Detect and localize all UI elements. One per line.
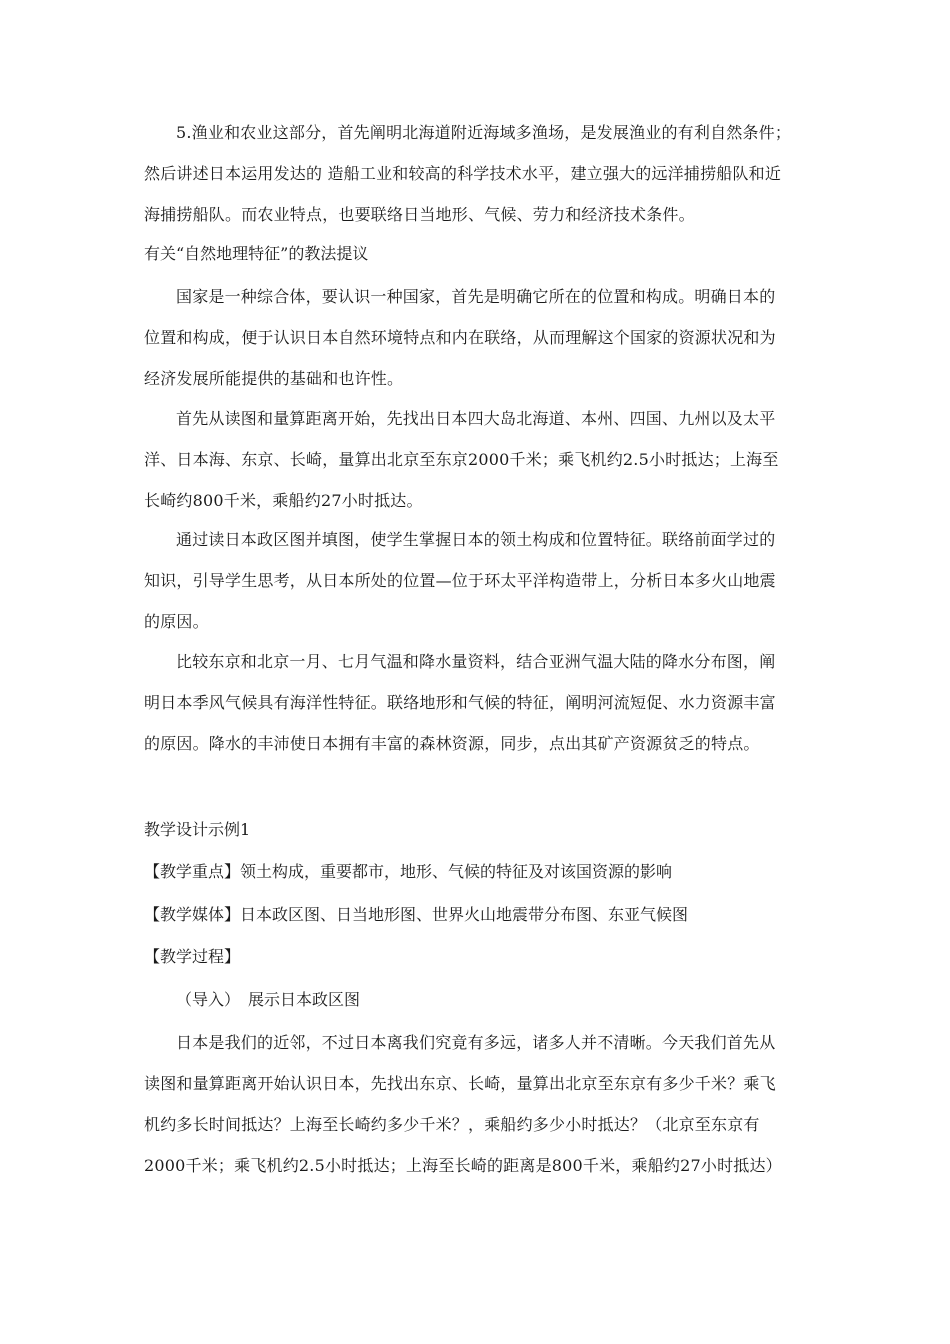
paragraph-country-overview	[144, 276, 804, 399]
text-line: 2000千米；乘飞机约2.5小时抵达；上海至长崎的距离是800千米，乘船约27小时抵达）	[144, 1156, 782, 1175]
text-line: 国家是一种综合体，要认识一种国家，首先是明确它所在的位置和构成。明确日本的	[176, 287, 776, 306]
text-line: 日本是我们的近邻，不过日本离我们究竟有多远，诸多人并不清晰。今天我们首先从	[176, 1033, 776, 1052]
text-line: 读图和量算距离开始认识日本，先找出东京、长崎，量算出北京至东京有多少千米？乘飞	[144, 1074, 776, 1093]
text-line: 洋、日本海、东京、长崎，量算出北京至东京2000千米；乘飞机约2.5小时抵达；上海至	[144, 450, 779, 469]
text-line: 长崎约800千米，乘船约27小时抵达。	[144, 491, 423, 510]
text-line: 机约多长时间抵达？上海至长崎约多少千米？，乘船约多少小时抵达？（北京至东京有	[144, 1115, 760, 1134]
text-line: 首先从读图和量算距离开始，先找出日本四大岛北海道、本州、四国、九州以及太平	[176, 409, 776, 428]
text-line: 海捕捞船队。而农业特点，也要联络日当地形、气候、劳力和经济技术条件。	[144, 205, 695, 224]
paragraph-territory	[144, 519, 804, 642]
paragraph-map-measurement	[144, 398, 804, 521]
text-line: 位置和构成，便于认识日本自然环境特点和内在联络，从而理解这个国家的资源状况和为	[144, 328, 776, 347]
text-line: 经济发展所能提供的基础和也许性。	[144, 369, 404, 388]
paragraph-introduction	[144, 1022, 804, 1186]
paragraph-fishery-agriculture	[144, 112, 804, 235]
teaching-focus: 【教学重点】领土构成，重要都市，地形、气候的特征及对该国资源的影响	[144, 862, 673, 881]
teaching-media: 【教学媒体】日本政区图、日当地形图、世界火山地震带分布图、东亚气候图	[144, 905, 689, 924]
text-line: 明日本季风气候具有海洋性特征。联络地形和气候的特征，阐明河流短促、水力资源丰富	[144, 693, 776, 712]
text-line: 的原因。降水的丰沛使日本拥有丰富的森林资源，同步，点出其矿产资源贫乏的特点。	[144, 734, 760, 753]
text-line: 比较东京和北京一月、七月气温和降水量资料，结合亚洲气温大陆的降水分布图，阐	[176, 652, 776, 671]
text-line: 5.渔业和农业这部分，首先阐明北海道附近海域多渔场，是发展渔业的有利自然条件；	[176, 123, 792, 142]
section-heading-example: 教学设计示例1	[144, 820, 251, 839]
teaching-process: 【教学过程】	[144, 947, 241, 966]
intro-line: （导入） 展示日本政区图	[176, 990, 361, 1009]
text-line: 的原因。	[144, 612, 209, 631]
text-line: 然后讲述日本运用发达的 造船工业和较高的科学技术水平，建立强大的远洋捕捞船队和近	[144, 164, 782, 183]
text-line: 知识，引导学生思考，从日本所处的位置—位于环太平洋构造带上，分析日本多火山地震	[144, 571, 776, 590]
section-heading: 有关“自然地理特征”的教法提议	[144, 244, 369, 263]
paragraph-climate	[144, 641, 804, 764]
text-line: 通过读日本政区图并填图，使学生掌握日本的领土构成和位置特征。联络前面学过的	[176, 530, 776, 549]
